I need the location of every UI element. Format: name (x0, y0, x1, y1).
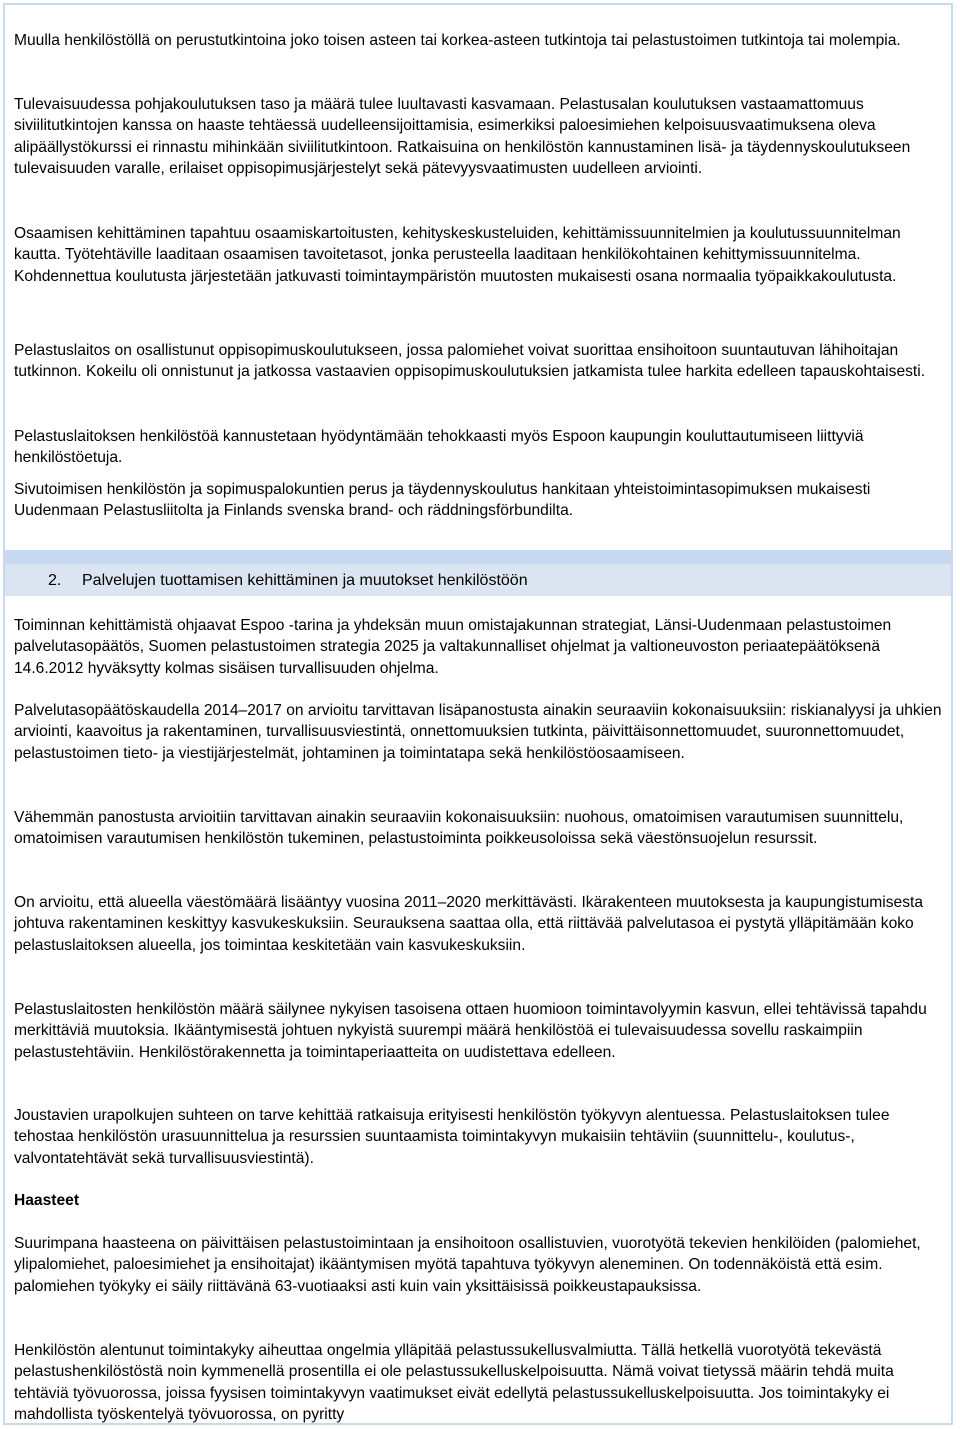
paragraph: Vähemmän panostusta arvioitiin tarvittavan ainakin seuraaviin kokonaisuuksiin: nuohous, omatoimisen varautumisen suunnittelu, omatoimisen varautumisen henkilöstön tukeminen, pelastustoiminta poikkeusoloissa sekä väestönsuojelun resurssit. (14, 809, 904, 848)
paragraph: Pelastuslaitos on osallistunut oppisopimuskoulutukseen, jossa palomiehet voivat suorittaa ensihoitoon suuntautuvan lähihoitajan tutkinnon. Kokeilu oli onnistunut ja jatkossa vastaavien oppisopimuskoulutuksien jatkamista tulee harkita edelleen tapauskohtaisesti. (14, 342, 926, 381)
paragraph: Pelastuslaitoksen henkilöstöä kannustetaan hyödyntämään tehokkaasti myös Espoon kaupungin kouluttautumiseen liittyviä henkilöstöetuja. (14, 428, 864, 467)
paragraph: Tulevaisuudessa pohjakoulutuksen taso ja määrä tulee luultavasti kasvamaan. Pelastusalan koulutuksen vastaamattomuus siviilitutkintojen kanssa on haaste tehtäessä uudelleensijoittamisia, esimerkiksi paloesimiehen kelpoisuusvaatimuksena oleva alipäällystökurssi ei rinnastu mihinkään siviilitutkintoon. Ratkaisuina on henkilöstön kannustaminen lisä- ja täydennyskoulutukseen tulevaisuuden varalle, erilaiset oppisopimusjärjestelyt sekä pätevyysvaatimusten uudelleen arviointi. (14, 96, 911, 177)
paragraph: Palvelutasopäätöskaudella 2014–2017 on arvioitu tarvittavan lisäpanostusta ainakin seuraaviin kokonaisuuksiin: riskianalyysi ja uhkien arviointi, kaavoitus ja rakentaminen, turvallisuusviestintä, onnettomuuksien tutkinta, päivittäisonnettomuudet, suuronnettomuudet, pelastustoimen tieto- ja viestijärjestelmät, johtaminen ja toimintatapa sekä henkilöstöosaamiseen. (14, 702, 942, 762)
paragraph: Muulla henkilöstöllä on perustutkintoina joko toisen asteen tai korkea-asteen tutkintoja tai pelastustoimen tutkintoja tai molempia. (14, 32, 901, 49)
document-frame (3, 3, 953, 1425)
paragraph: On arvioitu, että alueella väestömäärä lisääntyy vuosina 2011–2020 merkittävästi. Ikärakenteen muutoksesta ja kaupungistumisesta johtuva rakentaminen keskittyy kasvukeskuksiin. Seurauksena saattaa olla, että riittävää palvelutasoa ei pystytä ylläpitämään koko pelastuslaitoksen alueella, jos toimintaa keskitetään vain kasvukeskuksiin. (14, 894, 923, 954)
paragraph: Pelastuslaitosten henkilöstön määrä säilynee nykyisen tasoisena ottaen huomioon toimintavolyymin kasvun, ellei tehtävissä tapahdu merkittäviä muutoksia. Ikääntymisestä johtuen nykyistä suurempi määrä henkilöstöä ei tulevaisuudessa sovellu raskaimpiin pelastustehtäviin. Henkilöstörakennetta ja toimintaperiaatteita on uudistettava edelleen. (14, 1001, 927, 1061)
subheading-haasteet: Haasteet (14, 1192, 80, 1209)
paragraph: Osaamisen kehittäminen tapahtuu osaamiskartoitusten, kehityskeskusteluiden, kehittämissuunnitelmien ja koulutussuunnitelman kautta. Työtehtäville laaditaan osaamisen tavoitetasot, jonka perusteella laaditaan henkilökohtainen kehittymissuunnitelma. Kohdennettua koulutusta järjestetään jatkuvasti toimintaympäristön muutosten mukaisesti osana normaalia työpaikkakoulutusta. (14, 225, 901, 285)
section-separator (5, 550, 951, 564)
section-2-box (5, 596, 951, 1423)
paragraph: Suurimpana haasteena on päivittäisen pelastustoimintaan ja ensihoitoon osallistuvien, vuorotyötä tekevien henkilöiden (palomiehet, ylipalomiehet, paloesimiehet ja ensihoitajat) ikääntymisen myötä tapahtuva työkyvyn aleneminen. On todennäköistä että esim. palomiehen työkyky ei säily riittävänä 63-vuotiaaksi asti kuin vain yksittäisissä poikkeustapauksissa. (14, 1235, 921, 1295)
paragraph: Henkilöstön alentunut toimintakyky aiheuttaa ongelmia ylläpitää pelastussukellusvalmiutta. Tällä hetkellä vuorotyötä tekevästä pelastushenkilöstöstä noin kymmenellä prosentilla ei ole pelastussukelluskelpoisuutta. Nämä voivat tietyssä määrin tehdä muita tehtäviä työvuorossa, joissa fyysisen toimintakyvyn vaatimukset eivät edellytä pelastussukelluskelpoisuutta. Jos toimintakyky ei mahdollista työskentelyä työvuorossa, on pyritty (14, 1342, 894, 1423)
paragraph: Sivutoimisen henkilöstön ja sopimuspalokuntien perus ja täydennyskoulutus hankitaan yhteistoimintasopimuksen mukaisesti Uudenmaan Pelastusliitolta ja Finlands svenska brand- och räddningsförbundilta. (14, 481, 871, 520)
paragraph: Joustavien urapolkujen suhteen on tarve kehittää ratkaisuja erityisesti henkilöstön työkyvyn alentuessa. Pelastuslaitoksen tulee tehostaa henkilöstön urasuunnittelua ja resurssien suuntaamista toimintakyvyn mukaisiin tehtäviin (suunnittelu-, koulutus-, valvontatehtävät sekä turvallisuusviestintä). (14, 1107, 890, 1167)
section-1-box (5, 5, 951, 550)
paragraph: Toiminnan kehittämistä ohjaavat Espoo -tarina ja yhdeksän muun omistajakunnan strategiat, Länsi-Uudenmaan pelastustoimen palvelutasopäätös, Suomen pelastustoimen strategia 2025 ja valtakunnalliset ohjelmat ja valtioneuvoston periaatepäätöksenä 14.6.2012 hyväksytty kolmas sisäisen turvallisuuden ohjelma. (14, 617, 892, 677)
section-title: Palvelujen tuottamisen kehittäminen ja muutokset henkilöstöön (82, 572, 528, 589)
section-heading-bar (5, 564, 951, 596)
section-number: 2. (48, 572, 62, 589)
